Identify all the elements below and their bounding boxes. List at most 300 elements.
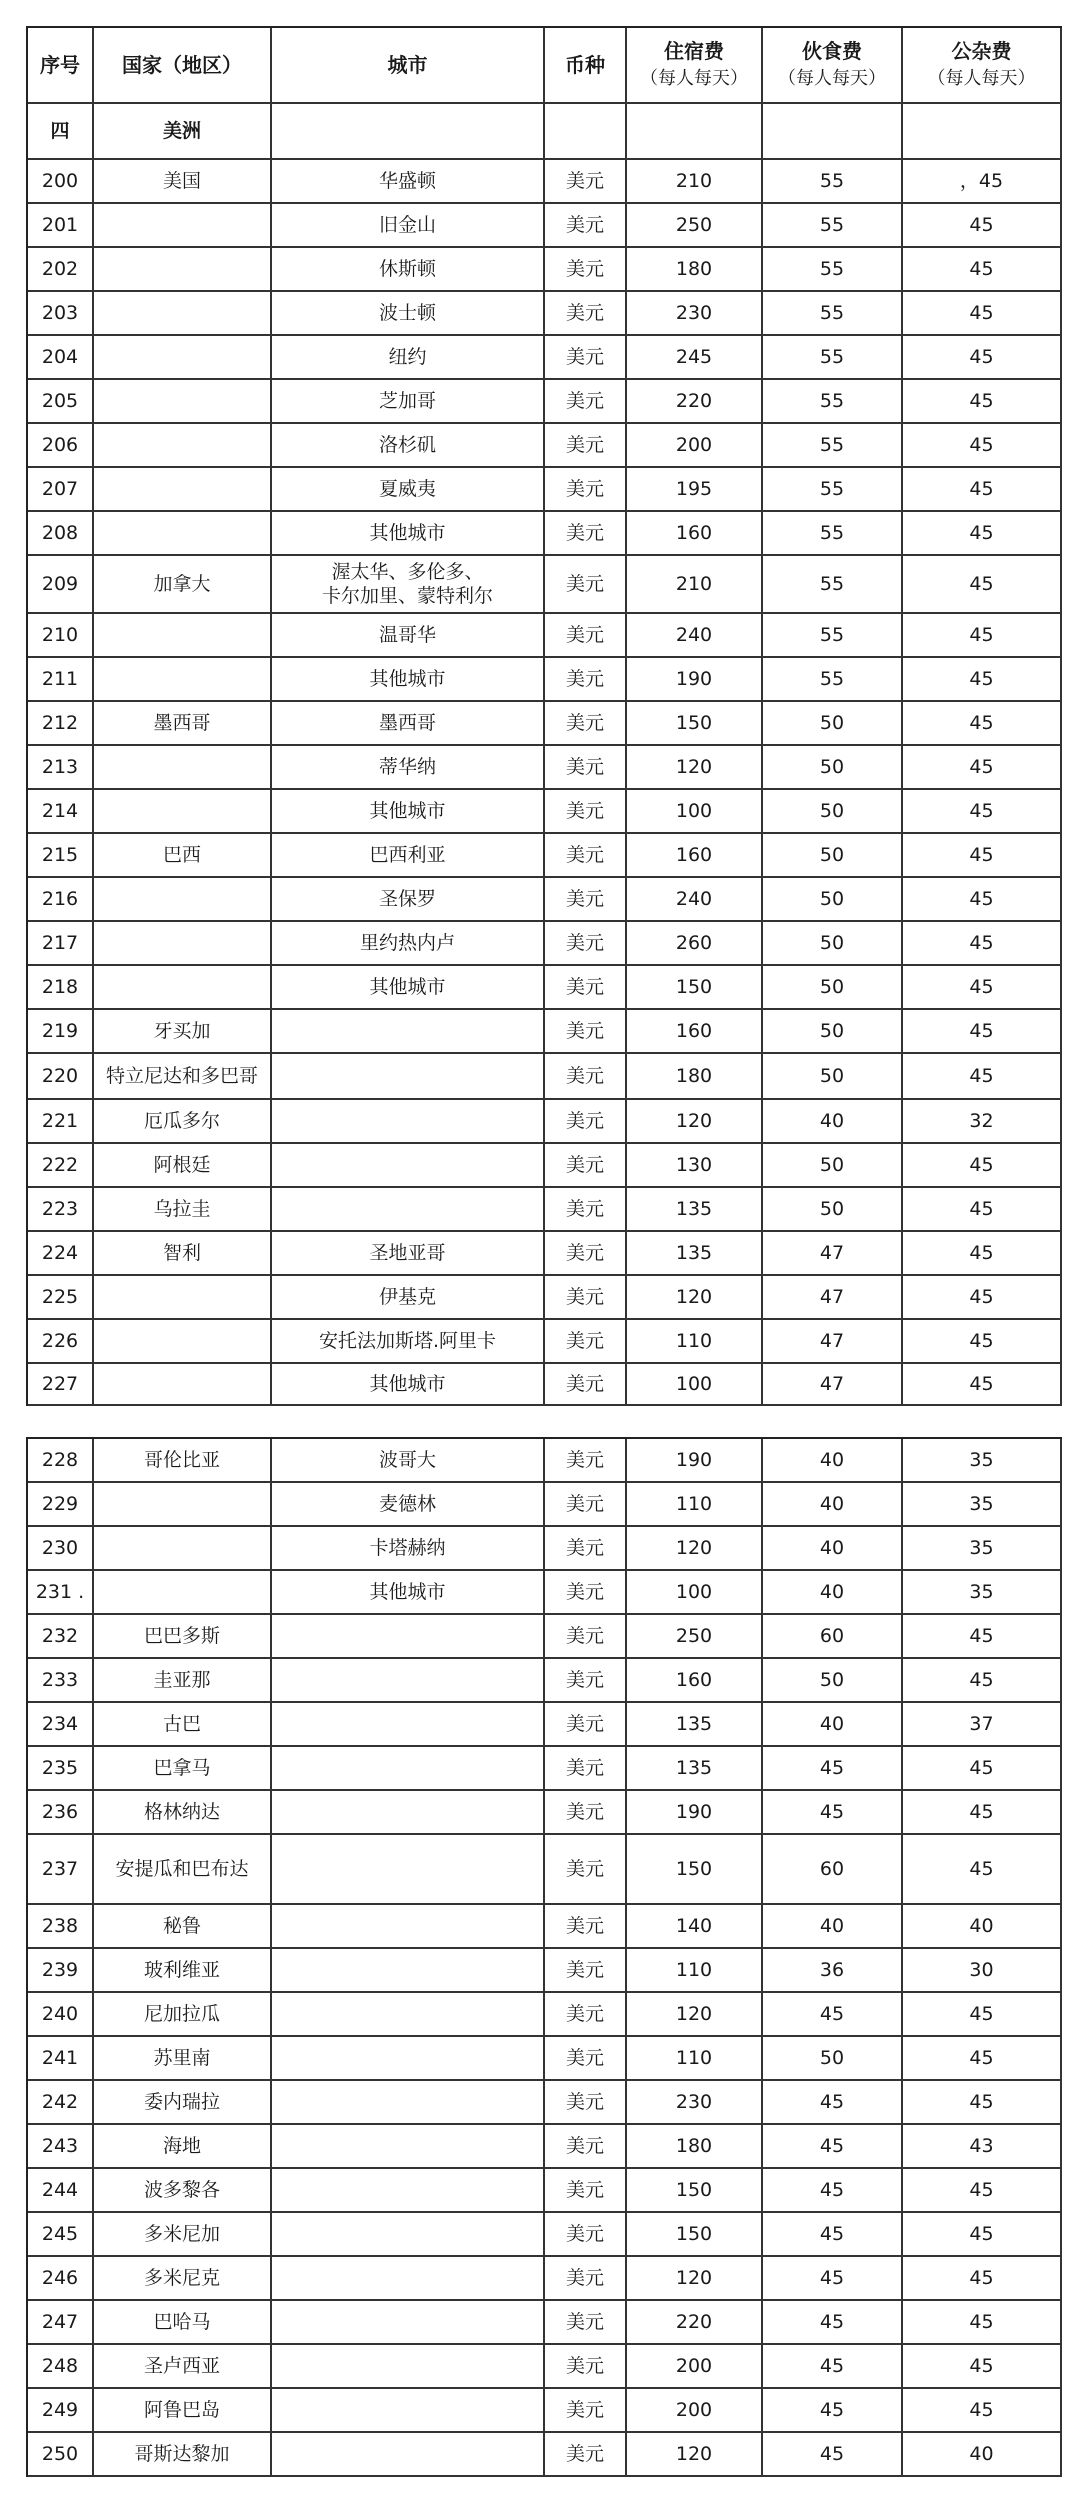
cell-country: 乌拉圭 (94, 1188, 272, 1230)
table-row (28, 2257, 1062, 2301)
cell-misc: 45 (903, 614, 1062, 656)
cell-country (94, 336, 272, 378)
cell-meals: 47 (763, 1232, 903, 1274)
cell-meals: 55 (763, 292, 903, 334)
cell-seq: 225 (28, 1276, 94, 1318)
cell-currency: 美元 (545, 248, 627, 290)
table-row (28, 292, 1062, 336)
cell-currency: 美元 (545, 1615, 627, 1657)
cell-currency: 美元 (545, 1010, 627, 1052)
cell-lodging: 120 (627, 2257, 763, 2299)
cell-meals: 50 (763, 2037, 903, 2079)
cell-meals: 55 (763, 556, 903, 612)
cell-lodging: 260 (627, 922, 763, 964)
table-row (28, 424, 1062, 468)
cell-misc: 45 (903, 746, 1062, 788)
cell-city (272, 1703, 545, 1745)
cell-misc: 45 (903, 424, 1062, 466)
cell-city (272, 2081, 545, 2123)
cell-misc: 40 (903, 1905, 1062, 1947)
cell-currency: 美元 (545, 790, 627, 832)
cell-seq: 232 (28, 1615, 94, 1657)
cell-misc: 45 (903, 1010, 1062, 1052)
rates-table-part-2 (26, 1437, 1062, 2477)
cell-country: 圭亚那 (94, 1659, 272, 1701)
cell-country: 苏里南 (94, 2037, 272, 2079)
cell-meals: 55 (763, 614, 903, 656)
cell-misc: 45 (903, 204, 1062, 246)
cell-currency: 美元 (545, 1993, 627, 2035)
cell-currency: 美元 (545, 2389, 627, 2431)
cell-currency: 美元 (545, 922, 627, 964)
cell-meals: 47 (763, 1320, 903, 1362)
cell-city (272, 1949, 545, 1991)
header-lodging: 住宿费 （每人每天） (627, 28, 763, 102)
table-row (28, 1010, 1062, 1054)
cell-currency: 美元 (545, 160, 627, 202)
cell-misc: 45 (903, 658, 1062, 700)
cell-meals: 55 (763, 160, 903, 202)
cell-city (272, 2169, 545, 2211)
cell-misc: 45 (903, 336, 1062, 378)
cell-meals: 55 (763, 468, 903, 510)
cell-city: 温哥华 (272, 614, 545, 656)
cell-city: 波士顿 (272, 292, 545, 334)
cell-city (272, 1905, 545, 1947)
cell-country (94, 878, 272, 920)
cell-currency: 美元 (545, 1835, 627, 1903)
cell-country (94, 614, 272, 656)
cell-misc: 45 (903, 1615, 1062, 1657)
cell-country: 委内瑞拉 (94, 2081, 272, 2123)
cell-lodging: 160 (627, 1010, 763, 1052)
cell-meals: 55 (763, 512, 903, 554)
cell-currency: 美元 (545, 1276, 627, 1318)
cell-misc: 45 (903, 512, 1062, 554)
cell-seq: 244 (28, 2169, 94, 2211)
cell-meals: 50 (763, 1188, 903, 1230)
cell-meals: 60 (763, 1835, 903, 1903)
cell-country (94, 658, 272, 700)
cell-country: 墨西哥 (94, 702, 272, 744)
cell-misc: 45 (903, 2389, 1062, 2431)
table-row (28, 922, 1062, 966)
cell-city: 渥太华、多伦多、 卡尔加里、蒙特利尔 (272, 556, 545, 612)
cell-currency: 美元 (545, 556, 627, 612)
cell-lodging: 150 (627, 2213, 763, 2255)
cell-currency: 美元 (545, 834, 627, 876)
cell-misc: 45 (903, 790, 1062, 832)
cell-country: 阿鲁巴岛 (94, 2389, 272, 2431)
cell-city: 圣地亚哥 (272, 1232, 545, 1274)
cell-misc: 45 (903, 1659, 1062, 1701)
cell-lodging: 180 (627, 248, 763, 290)
cell-meals: 40 (763, 1100, 903, 1142)
cell-seq: 205 (28, 380, 94, 422)
cell-lodging: 110 (627, 1949, 763, 1991)
cell-seq: 220 (28, 1054, 94, 1098)
cell-lodging: 100 (627, 1571, 763, 1613)
cell-country: 哥斯达黎加 (94, 2433, 272, 2475)
table-row (28, 1747, 1062, 1791)
cell-currency: 美元 (545, 1364, 627, 1404)
cell-meals: 60 (763, 1615, 903, 1657)
table-row (28, 160, 1062, 204)
cell-misc: ，45 (903, 160, 1062, 202)
cell-currency: 美元 (545, 2257, 627, 2299)
cell-lodging: 120 (627, 746, 763, 788)
cell-city: 伊基克 (272, 1276, 545, 1318)
cell-currency: 美元 (545, 2301, 627, 2343)
cell-misc: 45 (903, 1747, 1062, 1789)
cell-misc: 45 (903, 1835, 1062, 1903)
cell-lodging: 140 (627, 1905, 763, 1947)
cell-misc: 45 (903, 556, 1062, 612)
cell-misc: 43 (903, 2125, 1062, 2167)
cell-country: 多米尼克 (94, 2257, 272, 2299)
cell-seq: 222 (28, 1144, 94, 1186)
table-row (28, 204, 1062, 248)
cell-lodging: 200 (627, 2389, 763, 2431)
cell-lodging: 180 (627, 2125, 763, 2167)
cell-country (94, 292, 272, 334)
cell-lodging: 110 (627, 1483, 763, 1525)
cell-meals: 55 (763, 424, 903, 466)
cell-seq: 216 (28, 878, 94, 920)
cell-currency: 美元 (545, 702, 627, 744)
cell-misc: 45 (903, 2213, 1062, 2255)
table-row (28, 2125, 1062, 2169)
cell-seq: 209 (28, 556, 94, 612)
cell-lodging: 210 (627, 160, 763, 202)
cell-country: 古巴 (94, 1703, 272, 1745)
cell-currency: 美元 (545, 1949, 627, 1991)
cell-city (272, 1835, 545, 1903)
cell-meals: 55 (763, 336, 903, 378)
cell-lodging: 120 (627, 1993, 763, 2035)
cell-city (272, 2125, 545, 2167)
cell-currency: 美元 (545, 878, 627, 920)
cell-seq: 231 . (28, 1571, 94, 1613)
cell-currency: 美元 (545, 966, 627, 1008)
cell-meals: 50 (763, 790, 903, 832)
cell-city (272, 2389, 545, 2431)
cell-country: 阿根廷 (94, 1144, 272, 1186)
cell-meals: 45 (763, 1993, 903, 2035)
cell-lodging: 180 (627, 1054, 763, 1098)
cell-lodging: 160 (627, 834, 763, 876)
cell-currency: 美元 (545, 512, 627, 554)
cell-lodging: 120 (627, 1276, 763, 1318)
cell-meals: 55 (763, 248, 903, 290)
cell-seq: 241 (28, 2037, 94, 2079)
table-row (28, 966, 1062, 1010)
cell-misc: 37 (903, 1703, 1062, 1745)
cell-currency: 美元 (545, 1747, 627, 1789)
cell-misc: 45 (903, 1276, 1062, 1318)
cell-city: 纽约 (272, 336, 545, 378)
cell-country: 牙买加 (94, 1010, 272, 1052)
cell-misc: 45 (903, 1993, 1062, 2035)
cell-lodging: 240 (627, 878, 763, 920)
cell-seq: 204 (28, 336, 94, 378)
cell-country: 厄瓜多尔 (94, 1100, 272, 1142)
table-row (28, 1144, 1062, 1188)
cell-seq: 208 (28, 512, 94, 554)
table-row (28, 790, 1062, 834)
cell-seq: 246 (28, 2257, 94, 2299)
cell-city: 其他城市 (272, 512, 545, 554)
cell-city: 卡塔赫纳 (272, 1527, 545, 1569)
table-row (28, 556, 1062, 614)
cell-currency: 美元 (545, 424, 627, 466)
cell-lodging: 195 (627, 468, 763, 510)
cell-currency: 美元 (545, 1527, 627, 1569)
cell-currency: 美元 (545, 1905, 627, 1947)
table-row (28, 2081, 1062, 2125)
cell-country (94, 248, 272, 290)
cell-lodging: 190 (627, 658, 763, 700)
cell-country: 巴巴多斯 (94, 1615, 272, 1657)
cell-lodging: 110 (627, 1320, 763, 1362)
cell-meals: 40 (763, 1527, 903, 1569)
table-row (28, 2389, 1062, 2433)
cell-city: 芝加哥 (272, 380, 545, 422)
cell-meals: 45 (763, 2389, 903, 2431)
cell-city (272, 2037, 545, 2079)
cell-city: 里约热内卢 (272, 922, 545, 964)
cell-currency: 美元 (545, 614, 627, 656)
cell-country (94, 1320, 272, 1362)
table-row (28, 1054, 1062, 1100)
section-name: 美洲 (94, 104, 272, 158)
table-row (28, 658, 1062, 702)
cell-lodging: 130 (627, 1144, 763, 1186)
cell-seq: 247 (28, 2301, 94, 2343)
table-row (28, 614, 1062, 658)
cell-meals: 50 (763, 878, 903, 920)
cell-misc: 45 (903, 2301, 1062, 2343)
cell-seq: 203 (28, 292, 94, 334)
cell-country (94, 790, 272, 832)
cell-seq: 213 (28, 746, 94, 788)
header-misc: 公杂费 （每人每天） (903, 28, 1062, 102)
cell-seq: 224 (28, 1232, 94, 1274)
cell-currency: 美元 (545, 2213, 627, 2255)
cell-misc: 35 (903, 1439, 1062, 1481)
cell-currency: 美元 (545, 746, 627, 788)
cell-country: 智利 (94, 1232, 272, 1274)
table-row (28, 1320, 1062, 1364)
cell-misc: 45 (903, 292, 1062, 334)
cell-meals: 55 (763, 380, 903, 422)
cell-seq: 210 (28, 614, 94, 656)
cell-seq: 221 (28, 1100, 94, 1142)
cell-currency: 美元 (545, 1320, 627, 1362)
cell-seq: 226 (28, 1320, 94, 1362)
cell-seq: 240 (28, 1993, 94, 2035)
cell-meals: 50 (763, 1144, 903, 1186)
header-country: 国家（地区） (94, 28, 272, 102)
cell-lodging: 135 (627, 1747, 763, 1789)
rates-table-part-1 (26, 26, 1062, 1406)
cell-meals: 45 (763, 2169, 903, 2211)
table-row (28, 2037, 1062, 2081)
cell-currency: 美元 (545, 204, 627, 246)
cell-currency: 美元 (545, 2081, 627, 2123)
cell-country (94, 1364, 272, 1404)
cell-meals: 45 (763, 1791, 903, 1833)
cell-seq: 214 (28, 790, 94, 832)
table-row (28, 1993, 1062, 2037)
cell-currency: 美元 (545, 1571, 627, 1613)
cell-currency: 美元 (545, 2037, 627, 2079)
table-row (28, 1615, 1062, 1659)
cell-city (272, 2301, 545, 2343)
cell-misc: 45 (903, 966, 1062, 1008)
cell-country (94, 424, 272, 466)
cell-seq: 242 (28, 2081, 94, 2123)
cell-misc: 30 (903, 1949, 1062, 1991)
cell-misc: 45 (903, 380, 1062, 422)
cell-meals: 50 (763, 922, 903, 964)
cell-seq: 238 (28, 1905, 94, 1947)
cell-city (272, 2213, 545, 2255)
cell-misc: 45 (903, 2257, 1062, 2299)
cell-country (94, 922, 272, 964)
cell-country: 尼加拉瓜 (94, 1993, 272, 2035)
cell-seq: 239 (28, 1949, 94, 1991)
cell-currency: 美元 (545, 1144, 627, 1186)
cell-lodging: 220 (627, 2301, 763, 2343)
cell-city (272, 2345, 545, 2387)
cell-meals: 50 (763, 1010, 903, 1052)
cell-city (272, 1054, 545, 1098)
table-body-part-2 (28, 1439, 1062, 2477)
cell-misc: 45 (903, 1320, 1062, 1362)
cell-misc: 45 (903, 922, 1062, 964)
table-row (28, 1439, 1062, 1483)
cell-city (272, 1188, 545, 1230)
cell-misc: 45 (903, 1144, 1062, 1186)
cell-city: 波哥大 (272, 1439, 545, 1481)
cell-lodging: 100 (627, 1364, 763, 1404)
cell-city (272, 1993, 545, 2035)
table-row (28, 1527, 1062, 1571)
cell-misc: 40 (903, 2433, 1062, 2475)
cell-seq: 200 (28, 160, 94, 202)
cell-misc: 35 (903, 1483, 1062, 1525)
table-row (28, 2301, 1062, 2345)
cell-city: 夏威夷 (272, 468, 545, 510)
cell-meals: 50 (763, 746, 903, 788)
cell-seq: 233 (28, 1659, 94, 1701)
cell-meals: 40 (763, 1483, 903, 1525)
table-row (28, 1232, 1062, 1276)
cell-country: 秘鲁 (94, 1905, 272, 1947)
table-row (28, 702, 1062, 746)
cell-misc: 45 (903, 248, 1062, 290)
cell-meals: 45 (763, 2301, 903, 2343)
cell-lodging: 120 (627, 1100, 763, 1142)
cell-misc: 32 (903, 1100, 1062, 1142)
cell-city: 其他城市 (272, 790, 545, 832)
cell-meals: 50 (763, 834, 903, 876)
table-row (28, 2345, 1062, 2389)
cell-lodging: 150 (627, 1835, 763, 1903)
cell-country: 巴西 (94, 834, 272, 876)
cell-seq: 202 (28, 248, 94, 290)
cell-lodging: 150 (627, 702, 763, 744)
cell-country: 格林纳达 (94, 1791, 272, 1833)
cell-country (94, 1483, 272, 1525)
cell-lodging: 135 (627, 1232, 763, 1274)
cell-meals: 55 (763, 204, 903, 246)
cell-city: 旧金山 (272, 204, 545, 246)
table-row (28, 1905, 1062, 1949)
cell-lodging: 250 (627, 204, 763, 246)
cell-misc: 45 (903, 834, 1062, 876)
cell-seq: 211 (28, 658, 94, 700)
cell-currency: 美元 (545, 1054, 627, 1098)
cell-country (94, 468, 272, 510)
cell-city (272, 2433, 545, 2475)
cell-seq: 215 (28, 834, 94, 876)
cell-currency: 美元 (545, 2345, 627, 2387)
cell-meals: 45 (763, 2125, 903, 2167)
cell-lodging: 135 (627, 1188, 763, 1230)
cell-meals: 50 (763, 1659, 903, 1701)
cell-country (94, 1571, 272, 1613)
table-row (28, 878, 1062, 922)
cell-country (94, 512, 272, 554)
table-row (28, 380, 1062, 424)
table-row (28, 1188, 1062, 1232)
cell-country: 加拿大 (94, 556, 272, 612)
cell-city (272, 2257, 545, 2299)
cell-seq: 245 (28, 2213, 94, 2255)
cell-lodging: 210 (627, 556, 763, 612)
cell-lodging: 190 (627, 1439, 763, 1481)
cell-lodging: 110 (627, 2037, 763, 2079)
cell-misc: 35 (903, 1527, 1062, 1569)
cell-currency: 美元 (545, 2433, 627, 2475)
cell-meals: 40 (763, 1905, 903, 1947)
cell-lodging: 240 (627, 614, 763, 656)
cell-meals: 50 (763, 702, 903, 744)
cell-currency: 美元 (545, 1232, 627, 1274)
cell-currency: 美元 (545, 380, 627, 422)
cell-meals: 45 (763, 2433, 903, 2475)
cell-misc: 45 (903, 468, 1062, 510)
cell-lodging: 150 (627, 966, 763, 1008)
cell-currency: 美元 (545, 336, 627, 378)
cell-city: 休斯顿 (272, 248, 545, 290)
cell-currency: 美元 (545, 658, 627, 700)
cell-meals: 36 (763, 1949, 903, 1991)
cell-misc: 35 (903, 1571, 1062, 1613)
cell-lodging: 120 (627, 2433, 763, 2475)
cell-misc: 45 (903, 1188, 1062, 1230)
cell-country (94, 1276, 272, 1318)
cell-currency: 美元 (545, 468, 627, 510)
cell-meals: 45 (763, 1747, 903, 1789)
table-row (28, 1659, 1062, 1703)
table-row (28, 512, 1062, 556)
table-row (28, 1703, 1062, 1747)
cell-seq: 234 (28, 1703, 94, 1745)
cell-meals: 45 (763, 2081, 903, 2123)
